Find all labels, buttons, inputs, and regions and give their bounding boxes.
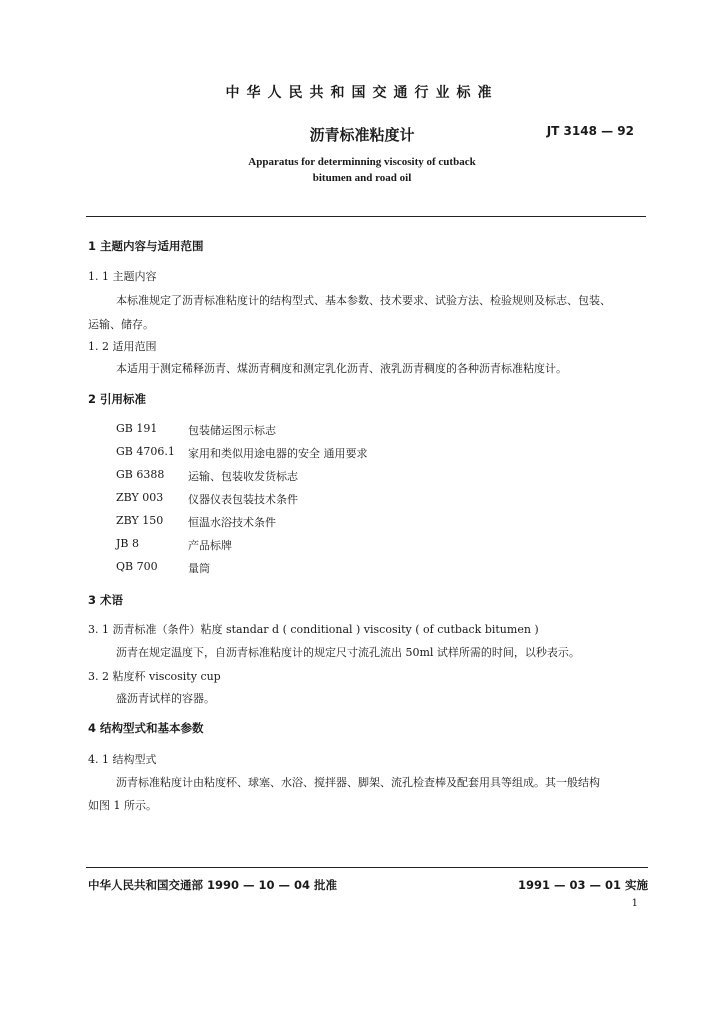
section-1-1-heading: 1. 1 主题内容	[88, 270, 157, 283]
ref-code: ZBY 003	[116, 491, 164, 504]
ref-title: 量筒	[188, 562, 210, 575]
ref-code: JB 8	[116, 537, 139, 550]
english-title	[0, 154, 724, 186]
ref-code: GB 4706.1	[116, 445, 175, 458]
english-title-line-1: Apparatus for determinning viscosity of cutback	[248, 156, 476, 168]
section-4-1-text-line-1: 沥青标准粘度计由粘度杯、球塞、水浴、搅拌器、脚架、流孔检査棒及配套用具等组成。其一般结构	[116, 776, 600, 789]
ref-code: GB 6388	[116, 468, 165, 481]
document-title: 沥青标准粘度计	[309, 126, 415, 144]
ref-title: 恒温水浴技术条件	[188, 516, 276, 529]
top-divider	[86, 216, 646, 217]
section-1-2-heading: 1. 2 适用范围	[88, 340, 157, 353]
ref-title: 家用和类似用途电器的安全 通用要求	[188, 447, 368, 460]
approval-line: 中华人民共和国交通部 1990 — 10 — 04 批准	[88, 878, 338, 892]
ref-code: GB 191	[116, 422, 158, 435]
issuing-standard-header: 中华人民共和国交通行业标准	[225, 85, 499, 101]
section-3-2-heading: 3. 2 粘度杯 viscosity cup	[88, 670, 221, 683]
ref-title: 产品标牌	[188, 539, 232, 552]
section-4-1-text-line-2: 如图 1 所示。	[88, 799, 157, 812]
standard-number: JT 3148 — 92	[546, 124, 634, 138]
section-3-1-text-line-1: 沥青在规定温度下，自沥青标准粘度计的规定尺寸流孔流出 50ml 试样所需的时间，以秒表示。	[116, 646, 580, 659]
section-2-heading: 2 引用标准	[88, 392, 147, 406]
english-title-line-2: bitumen and road oil	[312, 172, 412, 184]
implementation-date: 1991 — 03 — 01 实施	[517, 878, 648, 892]
section-3-heading: 3 术语	[88, 593, 124, 607]
bottom-divider	[86, 867, 648, 868]
section-1-1-text-line-1: 本标准规定了沥青标准粘度计的结构型式、基本参数、技术要求、试验方法、检验规则及标志、包装、	[116, 294, 611, 307]
section-1-2-text-line-1: 本适用于测定稀释沥青、煤沥青稠度和测定乳化沥青、液乳沥青稠度的各种沥青标准粘度计。	[116, 362, 567, 375]
page-number: 1	[631, 898, 638, 909]
ref-title: 包装储运图示标志	[188, 424, 276, 437]
section-4-1-heading: 4. 1 结构型式	[88, 753, 157, 766]
ref-title: 仪器仪表包装技术条件	[188, 493, 298, 506]
section-3-1-heading: 3. 1 沥青标准（条件）粘度 standar d ( conditional ) viscosity ( of cutback bitumen )	[88, 623, 539, 636]
section-1-heading: 1 主题内容与适用范围	[88, 239, 204, 253]
section-1-1-text-line-2: 运输、储存。	[88, 318, 154, 331]
ref-title: 运输、包装收发货标志	[188, 470, 298, 483]
ref-code: QB 700	[116, 560, 158, 573]
section-3-2-text-line-1: 盛沥青试样的容器。	[116, 692, 215, 705]
ref-code: ZBY 150	[116, 514, 164, 527]
section-4-heading: 4 结构型式和基本参数	[88, 721, 204, 735]
